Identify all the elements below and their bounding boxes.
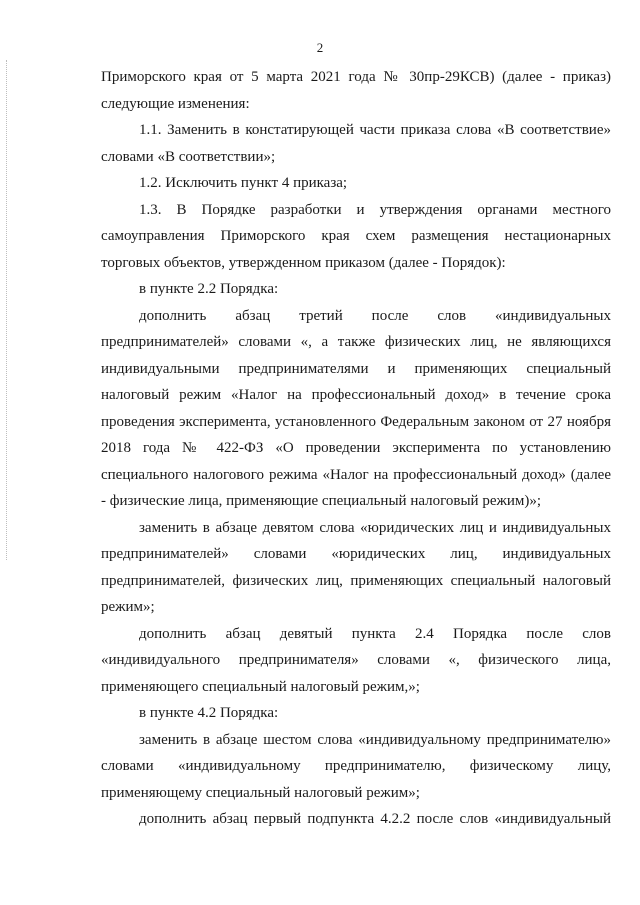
paragraph-amendment-4-2-2: дополнить абзац первый подпункта 4.2.2 после слов «индивидуальный <box>139 811 611 827</box>
paragraph-clause-2-2: в пункте 2.2 Порядка: <box>139 281 279 297</box>
scan-edge-marks <box>6 60 9 560</box>
page-number: 2 <box>316 40 324 55</box>
paragraph-item-1-2: 1.2. Исключить пункт 4 приказа; <box>139 175 348 191</box>
document-body <box>101 64 611 833</box>
paragraph-clause-4-2: в пункте 4.2 Порядка: <box>139 705 279 721</box>
paragraph-amendment-sixth: заменить в абзаце шестом слова «индивидуальному предпринимателю» словами «индивидуальному предпринимателю, физическому лицу, применяющему специальный налоговый режим»; <box>101 731 611 801</box>
paragraph-item-1-3: 1.3. В Порядке разработки и утверждения органами местного самоуправления Приморского края схем размещения нестационарных торговых объектов, утвержденном приказом (далее - Порядок): <box>101 201 611 271</box>
paragraph-amendment-ninth: заменить в абзаце девятом слова «юридических лиц и индивидуальных предпринимателей» словами «юридических лиц, индивидуальных предпринимателей, физических лиц, применяющих специальный налоговый режим»; <box>101 519 611 615</box>
paragraph-amendment-third: дополнить абзац третий после слов «индивидуальных предпринимателей» словами «, а также физических лиц, не являющихся индивидуальными предпринимателями и применяющих специальный налоговый режим «Налог на профессиональный доход» в течение срока проведения эксперимента, установленного Федеральным законом от 27 ноября 2018 года № 422-ФЗ «О проведении эксперимента по установлению специального налогового режима «Налог на профессиональный доход» (далее - физические лица, применяющие специальный налоговый режим)»; <box>101 307 611 509</box>
paragraph-amendment-2-4: дополнить абзац девятый пункта 2.4 Порядка после слов «индивидуального предпринимателя» словами «, физического лица, применяющего специальный налоговый режим,»; <box>101 625 611 695</box>
paragraph-item-1-1: 1.1. Заменить в констатирующей части приказа слова «В соответствие» словами «В соответствии»; <box>101 122 611 165</box>
paragraph-continuation: Приморского края от 5 марта 2021 года № 30пр-29КСВ) (далее - приказ) следующие изменения: <box>101 69 611 112</box>
